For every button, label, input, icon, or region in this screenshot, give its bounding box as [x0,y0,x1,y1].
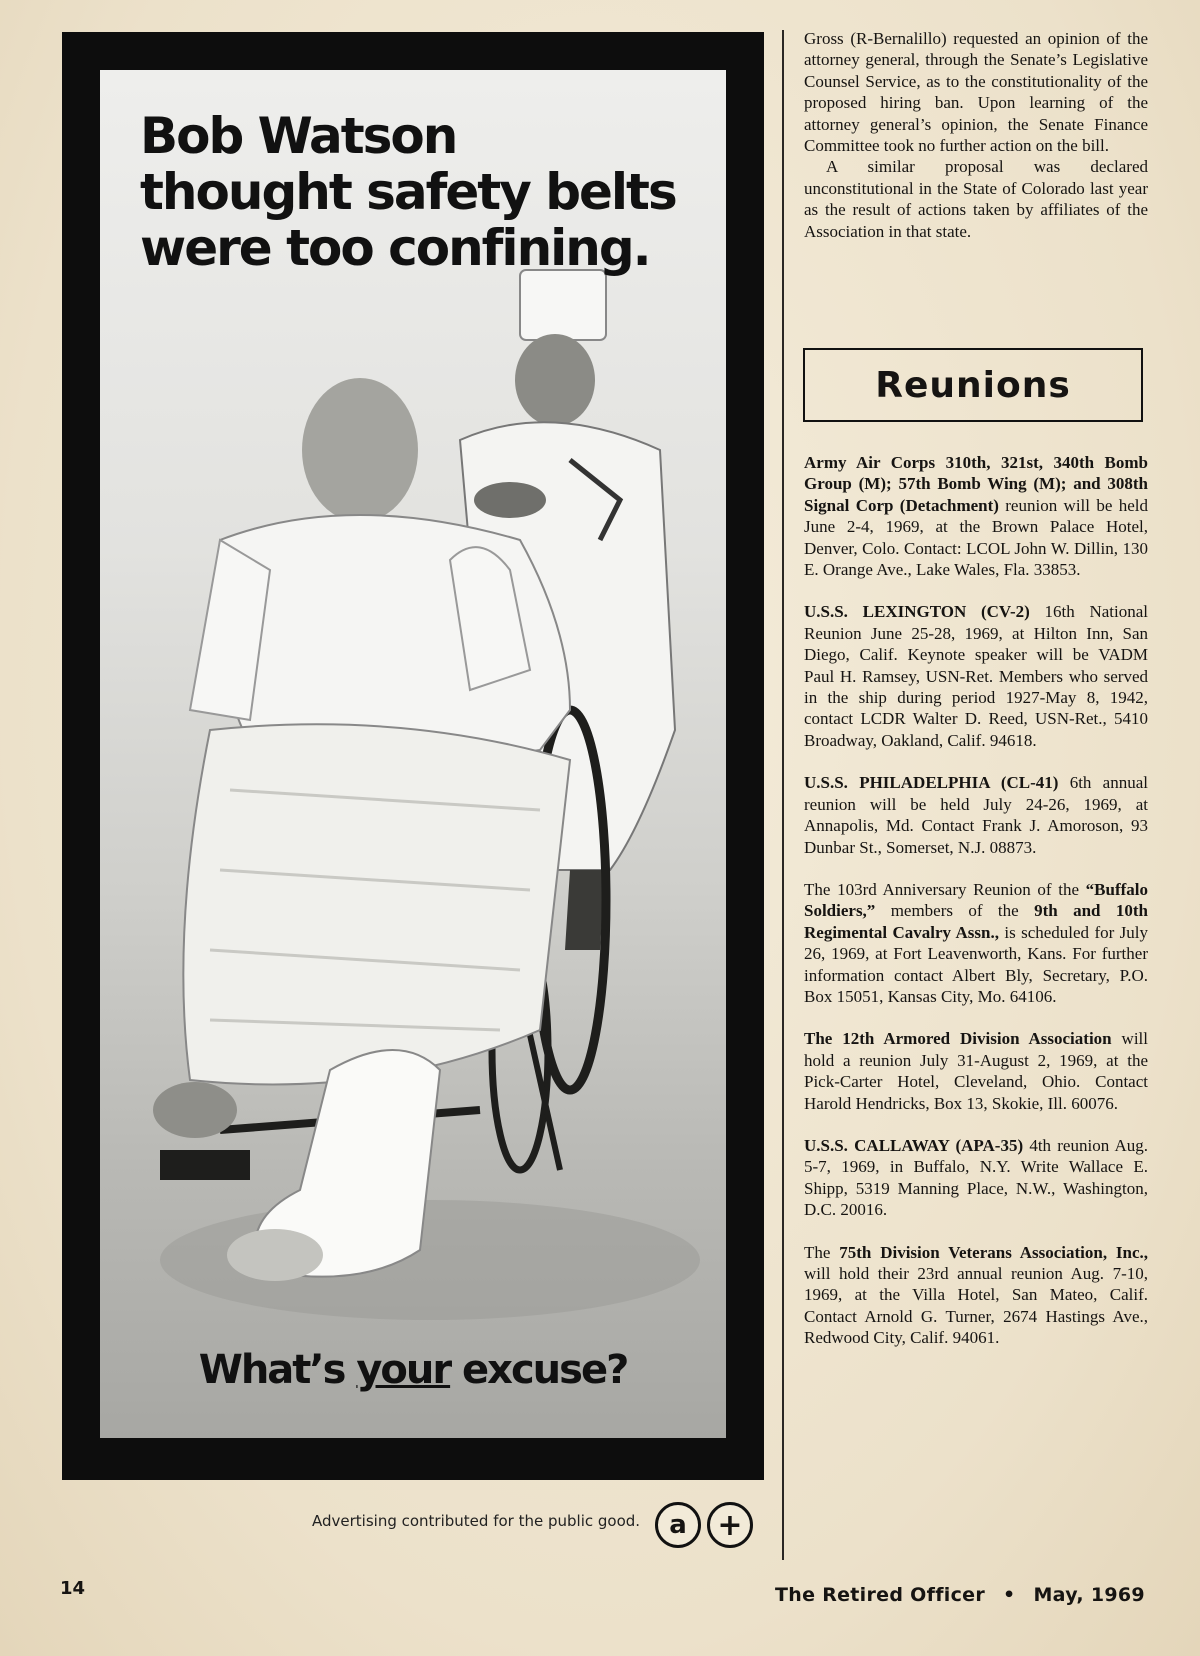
ad-headline [140,108,700,276]
entry-organization: 9th and 10th Regimental Cavalry Assn., [804,901,1148,942]
reunion-entry [804,601,1148,751]
running-footer [775,1584,1145,1606]
separator-bullet: • [1003,1584,1016,1606]
entry-organization: The 12th Armored Division Association [804,1029,1112,1049]
entry-organization: U.S.S. PHILADELPHIA (CL-41) [804,773,1059,793]
ad-headline-line: thought safety belts [140,163,676,221]
seal-glyph: a [669,1510,687,1540]
entry-organization: 75th Division Veterans Association, Inc., [839,1242,1149,1262]
entry-organization: “Buffalo Soldiers,” [804,879,1148,921]
entry-organization: U.S.S. CALLAWAY (APA-35) [804,1135,1024,1155]
paragraph: Gross (R-Bernalillo) requested an opinion of the attorney general, through the Senate’s Legislative Counsel Service, as to the constitutionality of the proposed hiring ban. Upon learning of the attorney general’s opinion, the Senate Finance Committee took no further action on the bill. [804,29,1148,156]
reunion-entry [804,1242,1148,1349]
paragraph: A similar proposal was declared unconstitutional in the State of Colorado last year as the result of actions taken by affiliates of the Association in that state. [804,157,1148,241]
ad-credit-line: Advertising contributed for the public good. [312,1512,641,1530]
publication-name: The Retired Officer [775,1584,985,1606]
ad-tagline-emphasis: your [356,1347,451,1393]
entry-text: will hold a reunion July 31-August 2, 1969, at the Pick-Carter Hotel, Cleveland, Ohio. Contact Harold Hendricks, Box 13, Skokie, Ill. 60076. [804,1029,1148,1113]
reunion-entry [804,879,1148,1007]
ad-tagline [100,1347,726,1393]
entry-text: reunion will be held June 2-4, 1969, at the Brown Palace Hotel, Denver, Colo. Contact: LCOL John W. Dillin, 130 E. Orange Ave., Lake Wales, Fla. 33853. [804,495,1148,580]
article-continuation [804,28,1148,242]
reunion-entry [804,1028,1148,1114]
entry-text: members of the [875,901,1035,921]
safety-belt-advertisement [62,32,764,1480]
section-title: Reunions [875,364,1071,406]
ad-photograph [100,70,726,1438]
seal-glyph: + [717,1507,743,1543]
entry-text: The [804,1242,840,1262]
page-number: 14 [60,1578,86,1599]
entry-text: 6th annual reunion will be held July 24-26, 1969, at Annapolis, Md. Contact Frank J. Amoroson, 93 Dunbar St., Somerset, N.J. 08873. [804,773,1148,857]
reunion-entry [804,772,1148,858]
ad-tagline-post: excuse? [450,1347,628,1393]
entry-organization: Army Air Corps 310th, 321st, 340th Bomb Group (M); 57th Bomb Wing (M); and 308th Signal Corp (Detachment) [804,453,1148,515]
entry-organization: U.S.S. LEXINGTON (CV-2) [804,602,1030,622]
ad-tagline-pre: What’s [198,1347,357,1393]
entry-text: 16th National Reunion June 25-28, 1969, at Hilton Inn, San Diego, Calif. Keynote speaker will be VADM Paul H. Ramsey, USN-Ret. Members who served in the ship during period 1927-May 8, 1942, contact LCDR Walter D. Reed, USN-Ret., 5410 Broadway, Oakland, Calif. 94618. [804,602,1148,750]
reunion-entry [804,1135,1148,1221]
ad-headline-line: were too confining. [140,219,650,277]
entry-text: The 103rd Anniversary Reunion of the [804,879,1086,899]
entry-text: will hold their 23rd annual reunion Aug. 7-10, 1969, at the Villa Hotel, San Mateo, Calif. Contact Arnold G. Turner, 2674 Hastings Ave., Redwood City, Calif. 94061. [804,1264,1148,1348]
advertising-council-seal-icon [655,1502,701,1548]
entry-text: 4th reunion Aug. 5-7, 1969, in Buffalo, N.Y. Write Wallace E. Shipp, 5319 Manning Place, N.W., Washington, D.C. 20016. [804,1135,1148,1220]
reunion-entry [804,452,1148,580]
entry-text: is scheduled for July 26, 1969, at Fort Leavenworth, Kans. For further information contact Albert Bly, Secretary, P.O. Box 15051, Kansas City, Mo. 64106. [804,922,1148,1006]
section-header-box [803,348,1143,422]
column-divider [782,30,784,1560]
red-cross-seal-icon [707,1502,753,1548]
issue-date: May, 1969 [1033,1584,1145,1606]
ad-headline-line: Bob Watson [140,107,457,165]
reunions-list [804,452,1148,1370]
